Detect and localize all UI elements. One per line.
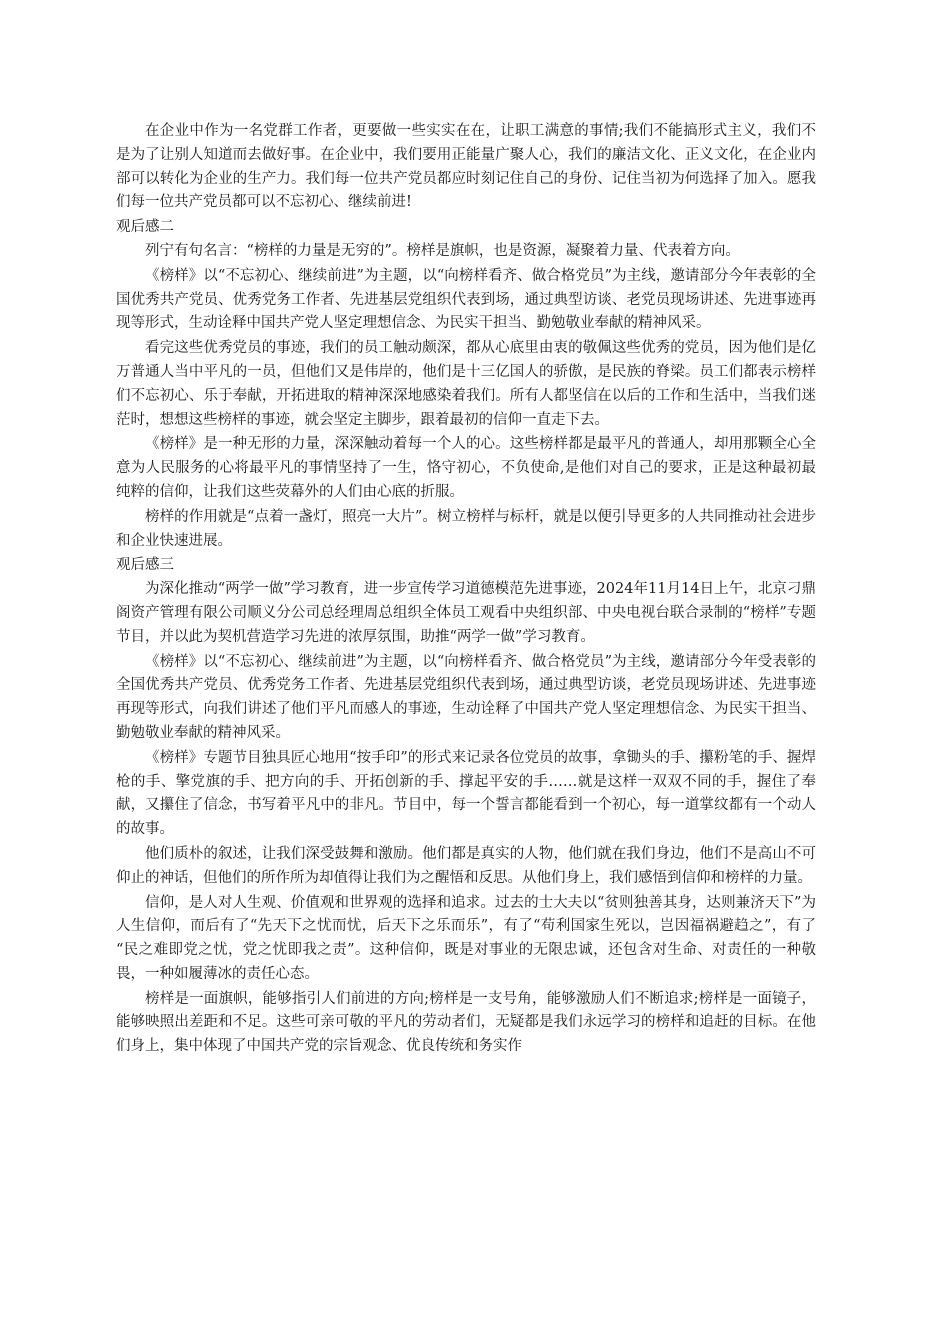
paragraph: 《榜样》是一种无形的力量，深深触动着每一个人的心。这些榜样都是最平凡的普通人，却用那颗全心全意为人民服务的心将最平凡的事情坚持了一生，恪守初心，不负使命,是他们对自己的要求，正是这种最初最纯粹的信仰，让我们这些荧幕外的人们由心底的折服。 [116,436,816,500]
paragraph: 他们质朴的叙述，让我们深受鼓舞和激励。他们都是真实的人物，他们就在我们身边，他们不是高山不可仰止的神话，但他们的所作所为却值得让我们为之醒悟和反思。从他们身上，我们感悟到信仰和榜样的力量。 [116,845,816,886]
paragraph: 为深化推动“两学一做”学习教育，进一步宣传学习道德模范先进事迹，2024年11月14日上午，北京刁鼎阁资产管理有限公司顺义分公司总经理周总组织全体员工观看中央组织部、中央电视台联合录制的“榜样”专题节目，并以此为契机营造学习先进的浓厚氛围，助推“两学一做”学习教育。 [116,581,816,645]
paragraph: 《榜样》专题节目独具匠心地用“按手印”的形式来记录各位党员的故事，拿锄头的手、攥粉笔的手、握焊枪的手、擎党旗的手、把方向的手、开拓创新的手、撑起平安的手……就是这样一双双不同的手，握住了奉献，又攥住了信念，书写着平凡中的非凡。节目中，每一个誓言都能看到一个初心，每一道掌纹都有一个动人的故事。 [116,749,816,838]
paragraph: 《榜样》以“不忘初心、继续前进”为主题，以“向榜样看齐、做合格党员”为主线，邀请部分今年受表彰的全国优秀共产党员、优秀党务工作者、先进基层党组织代表到场，通过典型访谈，老党员现场讲述、先进事迹再现等形式，向我们讲述了他们平凡而感人的事迹，生动诠释了中国共产党人坚定理想信念、为民实干担当、勤勉敬业奉献的精神风采。 [116,653,816,741]
paragraph: 榜样是一面旗帜，能够指引人们前进的方向;榜样是一支号角，能够激励人们不断追求;榜样是一面镜子，能够映照出差距和不足。这些可亲可敬的平凡的劳动者们，无疑都是我们永远学习的榜样和追赶的目标。在他们身上，集中体现了中国共产党的宗旨观念、优良传统和务实作 [116,990,816,1055]
section-heading: 观后感三 [116,557,174,574]
paragraph: 列宁有句名言：“榜样的力量是无穷的”。榜样是旗帜，也是资源，凝聚着力量、代表着方向。 [145,242,740,259]
section-heading: 观后感二 [116,219,174,236]
paragraph: 《榜样》以“不忘初心、继续前进”为主题，以“向榜样看齐、做合格党员”为主线，邀请部分今年表彰的全国优秀共产党员、优秀党务工作者、先进基层党组织代表到场，通过典型访谈、老党员现场讲述、先进事迹再现等形式，生动诠释中国共产党人坚定理想信念、为民实干担当、勤勉敬业奉献的精神风采。 [116,267,816,332]
paragraph: 在企业中作为一名党群工作者，更要做一些实实在在，让职工满意的事情;我们不能搞形式主义，我们不是为了让别人知道而去做好事。在企业中，我们要用正能量广聚人心，我们的廉洁文化、正义文化，在企业内部可以转化为企业的生产力。我们每一位共产党员都应时刻记住自己的身份、记住当初为何选择了加入。愿我们每一位共产党员都可以不忘初心、继续前进! [116,123,816,211]
paragraph: 信仰，是人对人生观、价值观和世界观的选择和追求。过去的士大夫以“贫则独善其身，达则兼济天下”为人生信仰，而后有了“先天下之忧而忧，后天下之乐而乐”，有了“苟利国家生死以，岂因福祸避趋之”，有了 “民之难即党之忧，党之忧即我之责”。这种信仰，既是对事业的无限忠诚，还包含对生命、对责任的一种敬畏，一种如履薄冰的责任心态。 [116,894,816,982]
paragraph: 看完这些优秀党员的事迹，我们的员工触动颇深，都从心底里由衷的敬佩这些优秀的党员，因为他们是亿万普通人当中平凡的一员，但他们又是伟岸的，他们是十三亿国人的骄傲，是民族的脊梁。员工们都表示榜样们不忘初心、乐于奉献，开拓进取的精神深深地感染着我们。所有人都坚信在以后的工作和生活中，当我们迷茫时，想想这些榜样的事迹，就会坚定主脚步，跟着最初的信仰一直走下去。 [116,340,816,428]
paragraph: 榜样的作用就是“点着一盏灯，照亮一大片”。树立榜样与标杆，就是以便引导更多的人共同推动社会进步和企业快速进展。 [116,508,816,549]
document-body [116,120,816,1060]
